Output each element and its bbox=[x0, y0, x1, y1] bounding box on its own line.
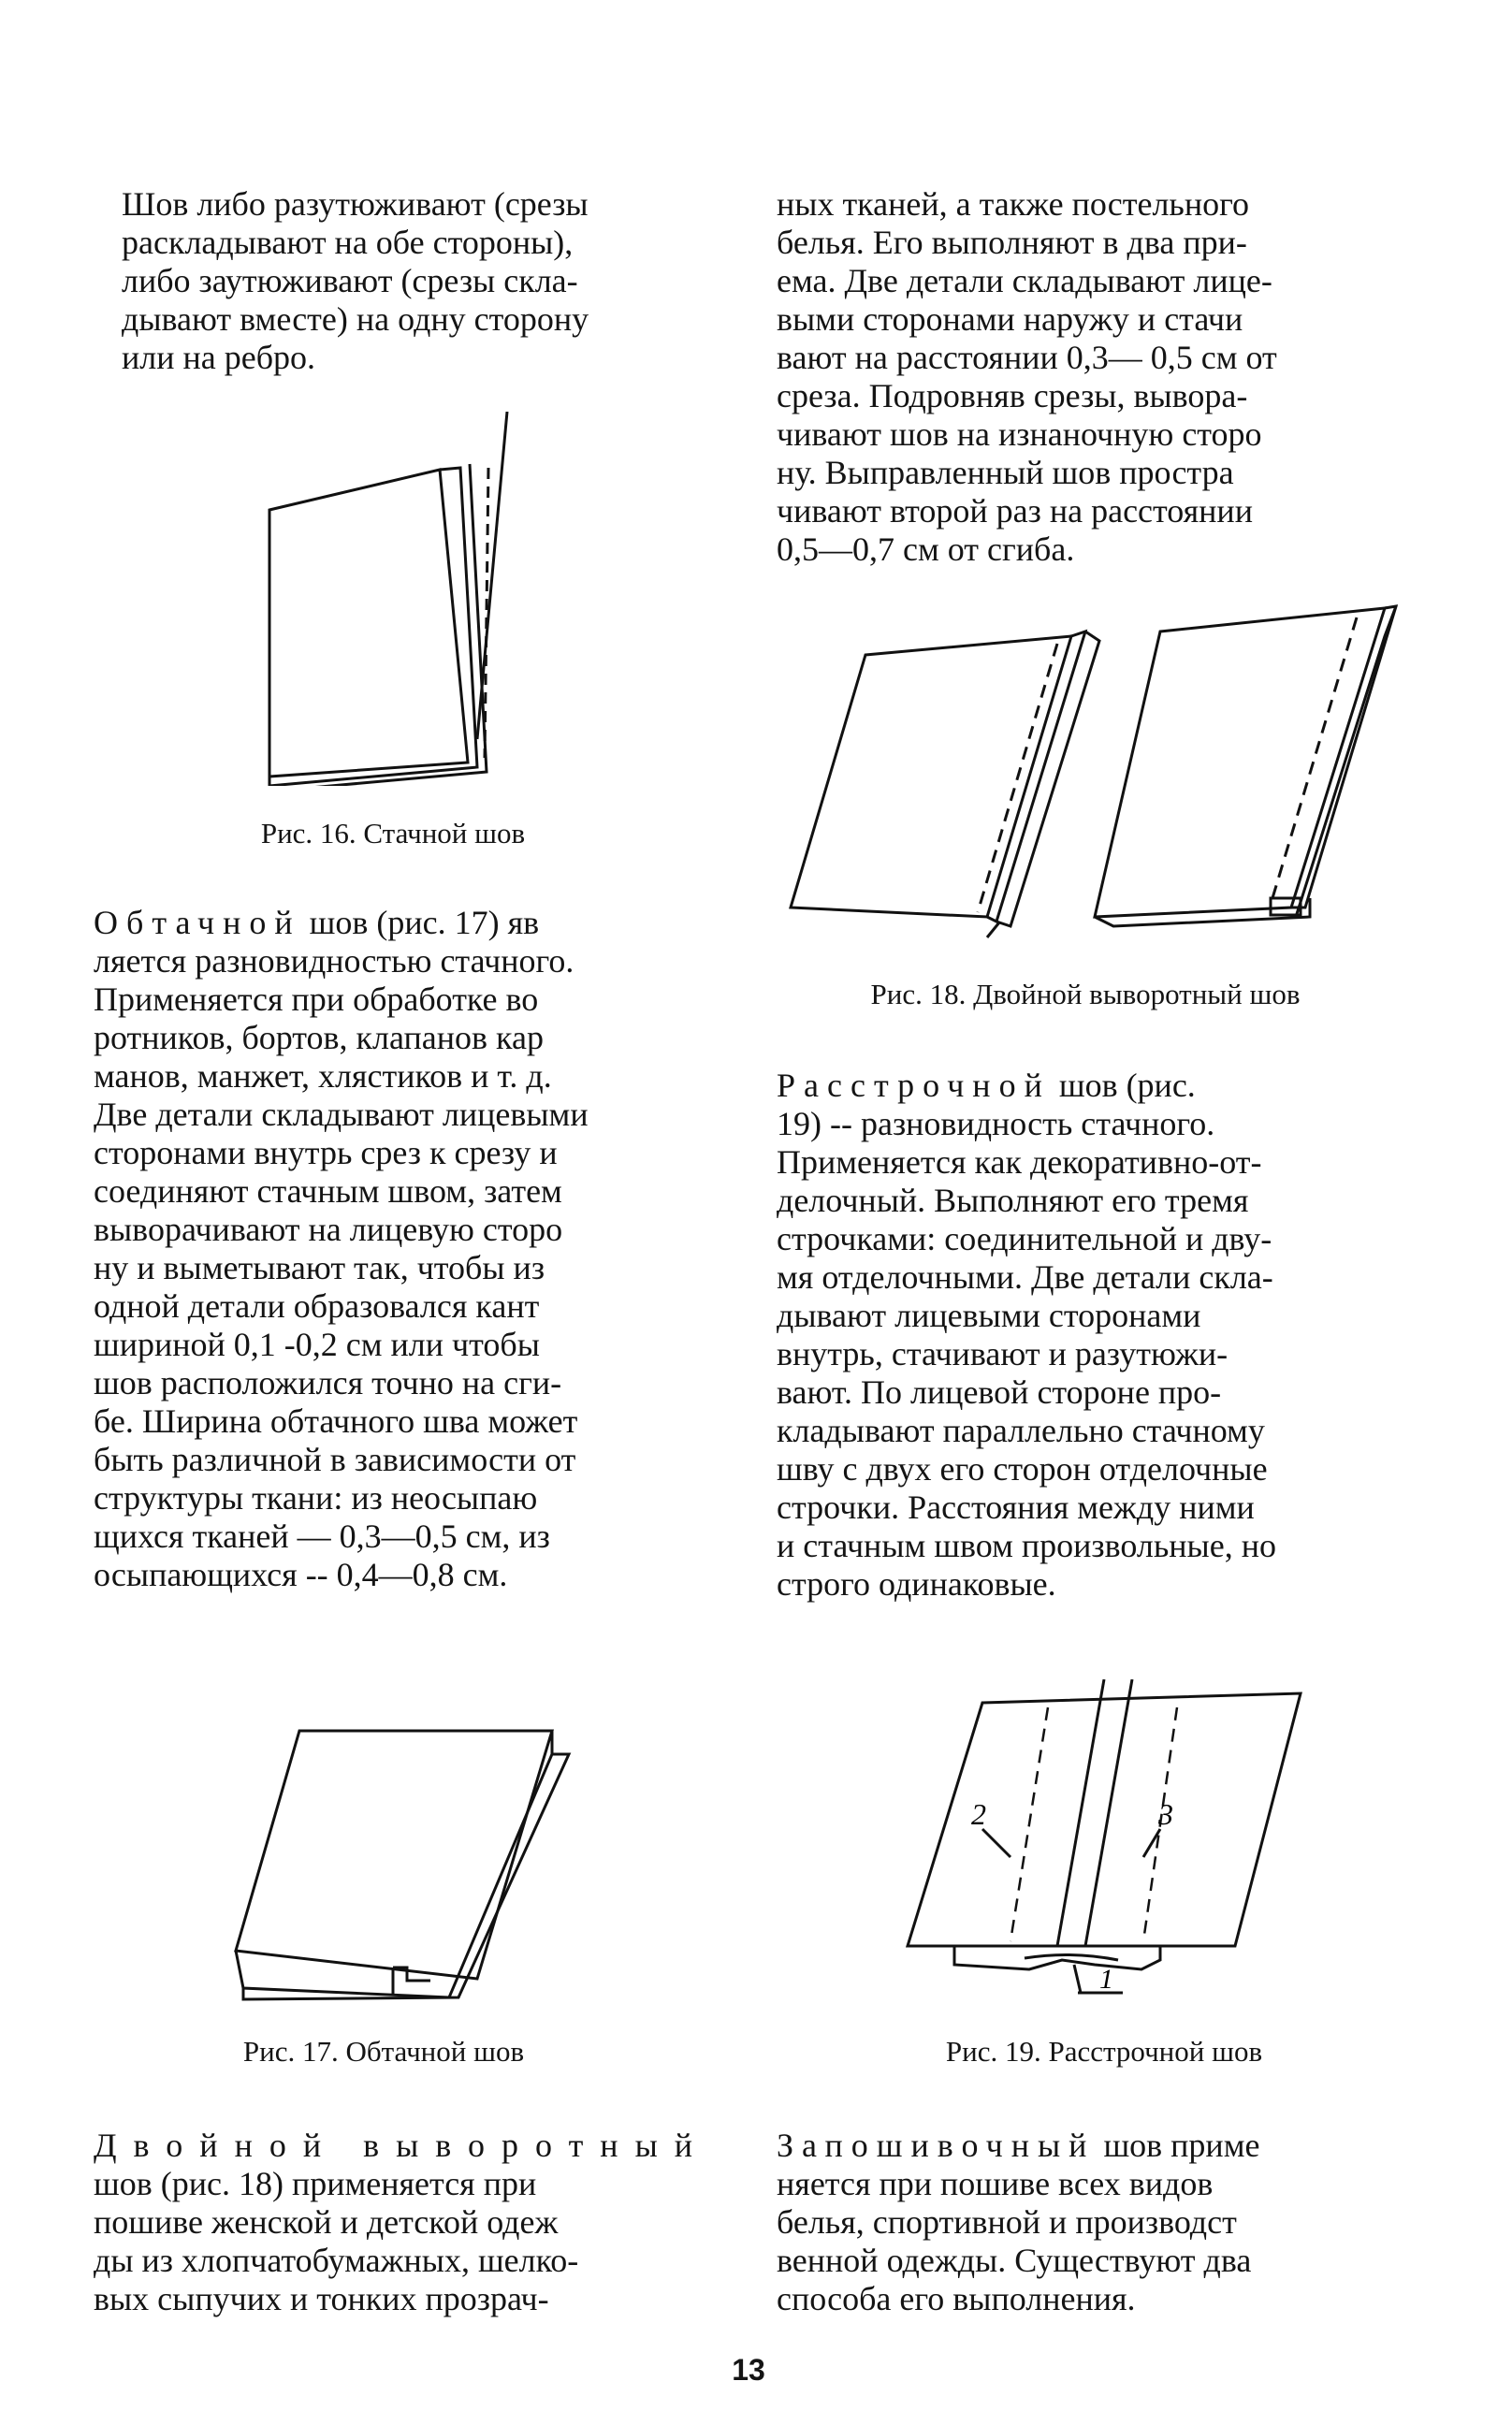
paragraph-body: шов (рис. 17) яв ляется разновидностью стачного. Применяется при обработке во ротников, бортов, клапанов кар манов, манжет, хлястиков и т. д. Две детали складывают лицевыми сторонами внутрь срез к срезу и соединяют стачным швом, затем выворачивают на лицевую сторо ну и выметывают так, чтобы из одной детали образовался кант шириной 0,1 -0,2 см или чтобы шов расположился точно на сги- бе. Ширина обтачного шва может быть различной в зависимости от структуры ткани: из неосыпаю щихся тканей — 0,3—0,5 см, из осыпающихся -- 0,4—0,8 см. bbox=[94, 904, 589, 1593]
paragraph-text: ных тканей, а также постельного белья. Его выполняют в два при- ема. Две детали складывают лице- выми сторонами наружу и стачи вают на расстоянии 0,3— 0,5 см от среза. Подровняв срезы, вывора- чивают шов на изнаночную сторо ну. Выправленный шов простра чивают второй раз на расстоянии 0,5—0,7 см от сгиба. bbox=[777, 185, 1277, 568]
paragraph-body: шов (рис. 18) применяется при пошиве женской и детской одеж ды из хлопчатобумажных, шелко- вых сыпучих и тонких прозрач- bbox=[94, 2165, 579, 2317]
figure-16-caption: Рис. 16. Стачной шов bbox=[260, 817, 526, 849]
figure-19 bbox=[898, 1679, 1310, 2011]
figure-19-caption: Рис. 19. Расстрочной шов bbox=[945, 2035, 1263, 2068]
paragraph-body: шов (рис. 19) -- разновидность стачного. Применяется как декоративно-от- делочный. Выполняют его тремя строчками: соединительной и дву- мя отделочными. Две детали скла- дывают лицевыми сторонами внутрь, стачивают и разутюжи- вают. По лицевой стороне про- кладывают параллельно стачному шву с двух его сторон отделочные строчки. Расстояния между ними и стачным швом произвольные, но строго одинаковые. bbox=[777, 1067, 1276, 1603]
figure-18-caption: Рис. 18. Двойной выворотный шов bbox=[870, 978, 1301, 1010]
paragraph-fell-seam bbox=[777, 2127, 1413, 2318]
term-fell-seam: Запошивочный bbox=[777, 2127, 1096, 2164]
paragraph-flat-felled-decorative bbox=[777, 1067, 1413, 1604]
paragraph-text bbox=[777, 1067, 1413, 1604]
paragraph-text bbox=[777, 2127, 1413, 2318]
paragraph-double-turned-method bbox=[777, 185, 1422, 569]
paragraph-double-turned-seam bbox=[94, 2127, 730, 2318]
term-double-turned-seam: Двойной выворотный bbox=[94, 2127, 710, 2164]
figure-16 bbox=[253, 412, 571, 786]
figure-19-drawing bbox=[898, 1679, 1310, 2011]
figure-17-drawing bbox=[225, 1717, 580, 2016]
paragraph-text bbox=[94, 2127, 730, 2318]
figure-17-caption: Рис. 17. Обтачной шов bbox=[242, 2035, 525, 2068]
paragraph-text bbox=[94, 904, 730, 1594]
page-number: 13 bbox=[732, 2353, 765, 2387]
paragraph-seam-ironing bbox=[122, 185, 720, 377]
paragraph-facing-seam bbox=[94, 904, 730, 1594]
figure-19-label-2: 2 bbox=[971, 1797, 986, 1831]
figure-17 bbox=[225, 1717, 580, 2016]
paragraph-body: шов приме няется при пошиве всех видов белья, спортивной и производст венной одежды. Существуют два способа его выполнения. bbox=[777, 2127, 1260, 2317]
figure-19-label-1: 1 bbox=[1099, 1964, 1113, 1995]
figure-18 bbox=[786, 599, 1403, 954]
term-decorative-seam: Расстрочной bbox=[777, 1067, 1051, 1104]
term-facing-seam: Обтачной bbox=[94, 904, 301, 941]
figure-18-drawing bbox=[786, 599, 1403, 954]
figure-19-label-3: 3 bbox=[1158, 1797, 1173, 1831]
paragraph-text: Шов либо разутюживают (срезы раскладывают на обе стороны), либо заутюживают (срезы скла- дывают вместе) на одну сторону или на ребро. bbox=[122, 185, 589, 376]
figure-16-drawing bbox=[253, 412, 571, 786]
